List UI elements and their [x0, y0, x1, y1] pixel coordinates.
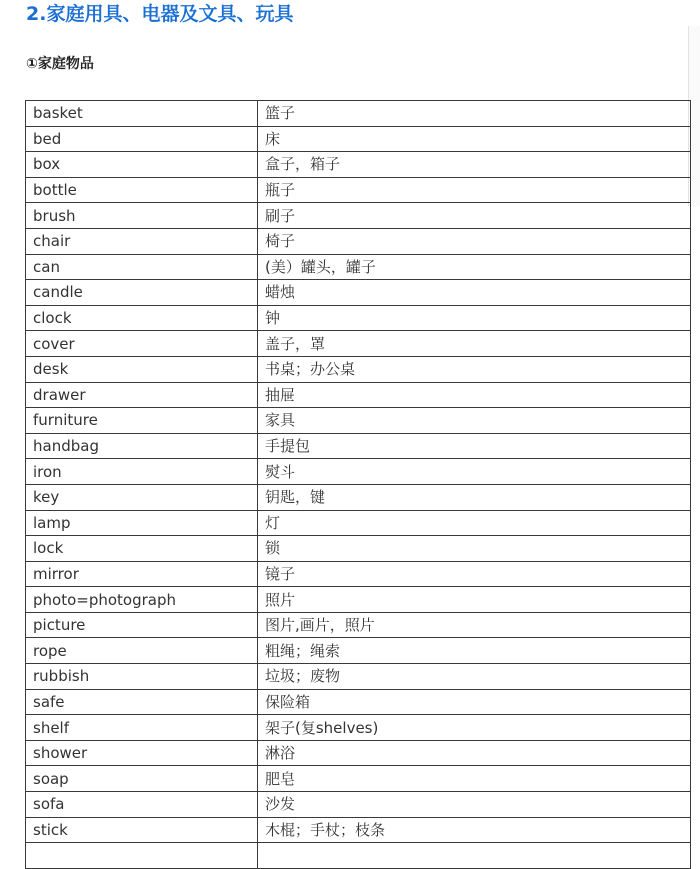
chinese-meaning-cell: 盒子，箱子 — [258, 152, 691, 178]
english-word-cell: picture — [26, 612, 258, 638]
english-word-cell: iron — [26, 459, 258, 485]
chinese-meaning-cell: 肥皂 — [258, 766, 691, 792]
table-row — [26, 305, 691, 331]
table-row — [26, 280, 691, 306]
english-word-cell: shower — [26, 740, 258, 766]
chinese-meaning-cell: 图片,画片，照片 — [258, 612, 691, 638]
chinese-meaning-cell: 架子(复shelves) — [258, 715, 691, 741]
chinese-meaning-cell: 灯 — [258, 510, 691, 536]
chinese-meaning-cell: 照片 — [258, 587, 691, 613]
chinese-meaning-cell: 保险箱 — [258, 689, 691, 715]
table-row — [26, 664, 691, 690]
english-word-cell: lamp — [26, 510, 258, 536]
table-row — [26, 126, 691, 152]
chinese-meaning-cell: 蜡烛 — [258, 280, 691, 306]
table-row — [26, 459, 691, 485]
chinese-meaning-cell: 家具 — [258, 408, 691, 434]
chinese-meaning-cell: 刷子 — [258, 203, 691, 229]
table-row — [26, 843, 691, 869]
table-row — [26, 382, 691, 408]
table-row — [26, 715, 691, 741]
vocabulary-table-body — [26, 101, 691, 869]
vocabulary-table — [25, 100, 691, 869]
english-word-cell: rope — [26, 638, 258, 664]
english-word-cell: key — [26, 484, 258, 510]
section-heading: ①家庭物品 — [26, 56, 94, 72]
chinese-meaning-cell: 镜子 — [258, 561, 691, 587]
table-row — [26, 152, 691, 178]
chinese-meaning-cell — [258, 843, 691, 869]
table-row — [26, 177, 691, 203]
chinese-meaning-cell: 椅子 — [258, 228, 691, 254]
english-word-cell: bottle — [26, 177, 258, 203]
english-word-cell: candle — [26, 280, 258, 306]
chinese-meaning-cell: 床 — [258, 126, 691, 152]
chinese-meaning-cell: 淋浴 — [258, 740, 691, 766]
chinese-meaning-cell: 锁 — [258, 536, 691, 562]
chinese-meaning-cell: 垃圾；废物 — [258, 664, 691, 690]
english-word-cell: chair — [26, 228, 258, 254]
table-row — [26, 331, 691, 357]
table-row — [26, 203, 691, 229]
english-word-cell: rubbish — [26, 664, 258, 690]
chinese-meaning-cell: 木棍；手杖；枝条 — [258, 817, 691, 843]
chinese-meaning-cell: 瓶子 — [258, 177, 691, 203]
english-word-cell: cover — [26, 331, 258, 357]
table-row — [26, 510, 691, 536]
english-word-cell: can — [26, 254, 258, 280]
chinese-meaning-cell: 书桌；办公桌 — [258, 356, 691, 382]
english-word-cell: soap — [26, 766, 258, 792]
table-row — [26, 638, 691, 664]
table-row — [26, 792, 691, 818]
chinese-meaning-cell: 熨斗 — [258, 459, 691, 485]
table-row — [26, 356, 691, 382]
english-word-cell: clock — [26, 305, 258, 331]
english-word-cell: photo=photograph — [26, 587, 258, 613]
table-row — [26, 254, 691, 280]
chinese-meaning-cell: (美）罐头，罐子 — [258, 254, 691, 280]
table-row — [26, 433, 691, 459]
chinese-meaning-cell: 抽屉 — [258, 382, 691, 408]
table-row — [26, 817, 691, 843]
table-row — [26, 408, 691, 434]
english-word-cell: safe — [26, 689, 258, 715]
chinese-meaning-cell: 钟 — [258, 305, 691, 331]
english-word-cell: furniture — [26, 408, 258, 434]
english-word-cell: lock — [26, 536, 258, 562]
table-row — [26, 740, 691, 766]
english-word-cell: basket — [26, 101, 258, 127]
table-row — [26, 766, 691, 792]
table-row — [26, 536, 691, 562]
english-word-cell: stick — [26, 817, 258, 843]
english-word-cell: shelf — [26, 715, 258, 741]
english-word-cell: drawer — [26, 382, 258, 408]
english-word-cell: mirror — [26, 561, 258, 587]
table-row — [26, 587, 691, 613]
chinese-meaning-cell: 粗绳；绳索 — [258, 638, 691, 664]
chinese-meaning-cell: 沙发 — [258, 792, 691, 818]
chinese-meaning-cell: 手提包 — [258, 433, 691, 459]
chinese-meaning-cell: 盖子，罩 — [258, 331, 691, 357]
english-word-cell: box — [26, 152, 258, 178]
chinese-meaning-cell: 钥匙，键 — [258, 484, 691, 510]
chinese-meaning-cell: 篮子 — [258, 101, 691, 127]
table-row — [26, 484, 691, 510]
page-heading: 2.家庭用具、电器及文具、玩具 — [26, 3, 294, 25]
english-word-cell: sofa — [26, 792, 258, 818]
table-row — [26, 101, 691, 127]
english-word-cell: handbag — [26, 433, 258, 459]
table-row — [26, 689, 691, 715]
english-word-cell: brush — [26, 203, 258, 229]
english-word-cell: desk — [26, 356, 258, 382]
english-word-cell: bed — [26, 126, 258, 152]
english-word-cell — [26, 843, 258, 869]
table-row — [26, 612, 691, 638]
table-row — [26, 228, 691, 254]
table-row — [26, 561, 691, 587]
